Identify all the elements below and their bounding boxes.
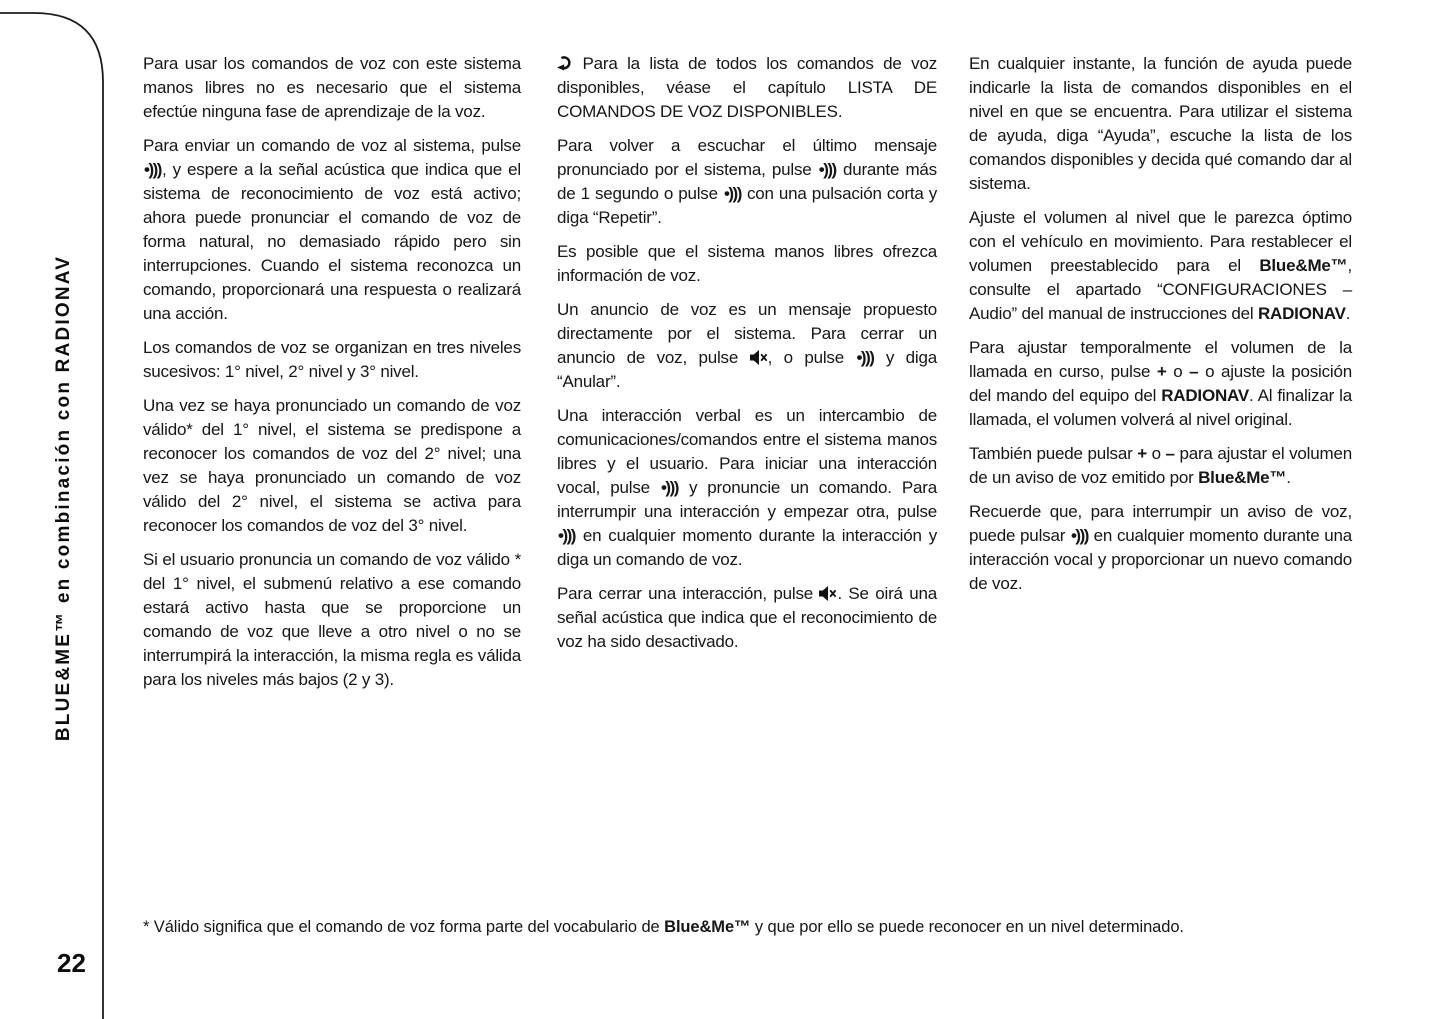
text-column-right (969, 52, 1352, 606)
emphasis-text: + (1156, 362, 1167, 381)
emphasis-text: – (1189, 362, 1199, 381)
paragraph: En cualquier instante, la función de ayuda puede indicarle la lista de comandos disponibles en el nivel en que se encuentra. Para utilizar el sistema de ayuda, diga “Ayuda”, escuche la lista de los comandos disponibles y decida qué comando dar al sistema. (969, 54, 1352, 193)
voice-button-icon: •))) (660, 478, 678, 497)
paragraph: También puede pulsar + o – para ajustar el volumen de un aviso de voz emitido por Blue&Me™. (969, 444, 1352, 487)
paragraph: Un anuncio de voz es un mensaje propuesto directamente por el sistema. Para cerrar un anuncio de voz, pulse , o pulse •))) y diga “Anular”. (557, 300, 937, 391)
text-column-middle (557, 52, 937, 664)
mute-speaker-icon (750, 348, 768, 367)
paragraph: Para enviar un comando de voz al sistema, pulse •))), y espere a la señal acústica que indica que el sistema de reconocimiento de voz está activo; ahora puede pronunciar el comando de voz de forma natural, no demasiado rápido pero sin interrupciones. Cuando el sistema reconozca un comando, proporcionará una respuesta o realizará una acción. (143, 136, 521, 323)
paragraph: Ajuste el volumen al nivel que le parezca óptimo con el vehículo en movimiento. Para restablecer el volumen preestablecido para el Blue&Me™, consulte el apartado “CONFIGURACIONES – Audio” del manual de instrucciones del RADIONAV. (969, 208, 1352, 323)
page-number: 22 (57, 948, 86, 978)
emphasis-text: RADIONAV (1257, 304, 1346, 323)
voice-button-icon: •))) (723, 184, 741, 203)
paragraph: Para la lista de todos los comandos de voz disponibles, véase el capítulo LISTA DE COMANDOS DE VOZ DISPONIBLES. (557, 54, 937, 121)
paragraph: Es posible que el sistema manos libres ofrezca información de voz. (557, 242, 937, 285)
sidebar-chapter-label: BLUE&ME™ en combinación con RADIONAV (53, 254, 74, 742)
emphasis-text: – (1165, 444, 1175, 463)
voice-button-icon: •))) (818, 160, 836, 179)
paragraph: Para ajustar temporalmente el volumen de la llamada en curso, pulse + o – o ajuste la posición del mando del equipo del RADIONAV. Al finalizar la llamada, el volumen volverá al nivel original. (969, 338, 1352, 429)
paragraph: Para volver a escuchar el último mensaje pronunciado por el sistema, pulse •))) durante más de 1 segundo o pulse •))) con una pulsación corta y diga “Repetir”. (557, 136, 938, 227)
emphasis-text: Blue&Me™ (664, 918, 751, 936)
mute-speaker-icon (819, 584, 837, 603)
emphasis-text: Blue&Me™ (1198, 468, 1287, 487)
paragraph: Los comandos de voz se organizan en tres niveles sucesivos: 1° nivel, 2° nivel y 3° nivel. (143, 338, 521, 381)
emphasis-text: + (1137, 444, 1147, 463)
paragraph: Una vez se haya pronunciado un comando de voz válido* del 1° nivel, el sistema se predispone a reconocer los comandos de voz del 2° nivel; una vez se haya pronunciado un comando de voz válido del 2° nivel, el sistema se activa para reconocer los comandos de voz del 3° nivel. (143, 396, 521, 535)
paragraph: Una interacción verbal es un intercambio de comunicaciones/comandos entre el sistema manos libres y el usuario. Para iniciar una interacción vocal, pulse •))) y pronuncie un comando. Para interrumpir una interacción y empezar otra, pulse •))) en cualquier momento durante la interacción y diga un comando de voz. (557, 406, 937, 569)
voice-button-icon: •))) (1070, 526, 1088, 545)
paragraph: Si el usuario pronuncia un comando de voz válido * del 1° nivel, el submenú relativo a ese comando estará activo hasta que se proporcione un comando de voz que lleve a otro nivel o no se interrumpirá la interacción, la misma regla es válida para los niveles más bajos (2 y 3). (143, 550, 521, 689)
paragraph: Recuerde que, para interrumpir un aviso de voz, puede pulsar •))) en cualquier momento durante una interacción vocal y proporcionar un nuevo comando de voz. (969, 502, 1352, 593)
paragraph: Para cerrar una interacción, pulse . Se oirá una señal acústica que indica que el reconocimiento de voz ha sido desactivado. (557, 584, 937, 651)
voice-button-icon: •))) (558, 526, 575, 545)
emphasis-text: Blue&Me™ (1259, 256, 1348, 275)
emphasis-text: RADIONAV (1161, 386, 1250, 405)
paragraph: Para usar los comandos de voz con este sistema manos libres no es necesario que el sistema efectúe ninguna fase de aprendizaje de la voz. (143, 54, 521, 121)
cross-reference-icon (557, 54, 573, 73)
footnote: * Válido significa que el comando de voz forma parte del vocabulario de Blue&Me™ y que por ello se puede reconocer en un nivel determinado. (143, 918, 1184, 936)
text-column-left (143, 52, 521, 702)
voice-button-icon: •))) (856, 348, 874, 367)
voice-button-icon: •))) (144, 160, 161, 179)
